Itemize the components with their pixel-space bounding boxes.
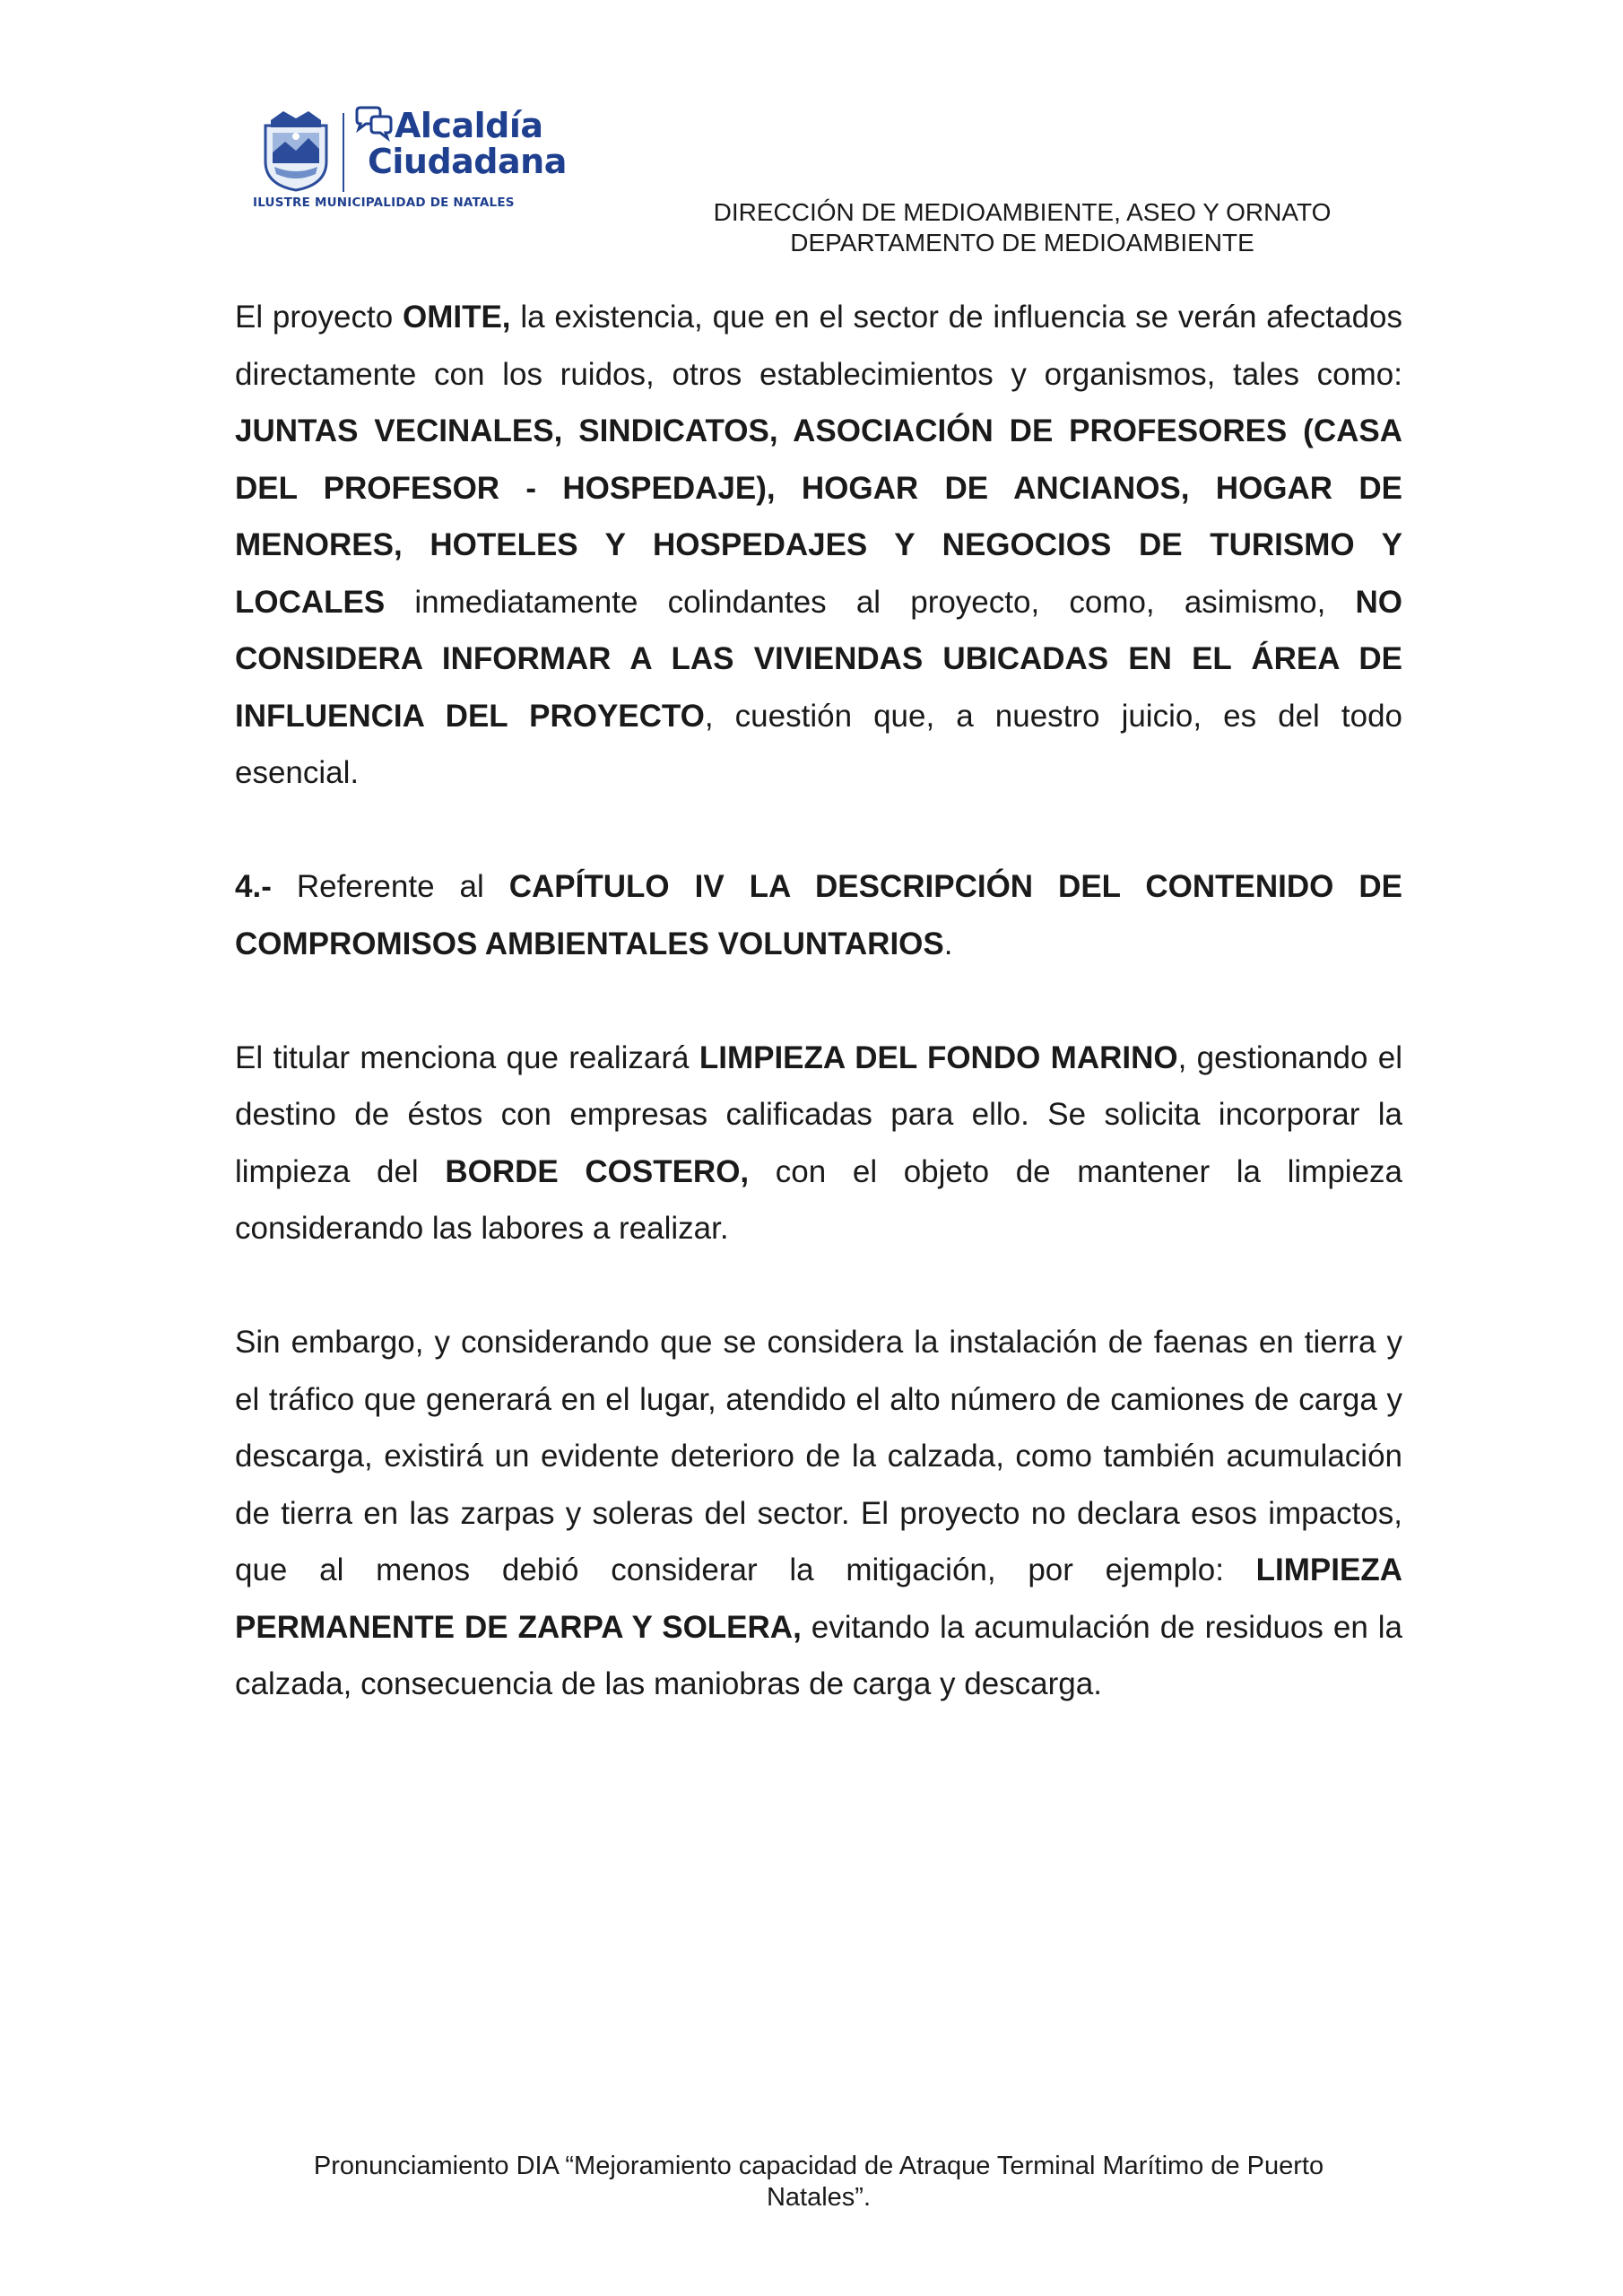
page-footer	[235, 2151, 1402, 2213]
bold-run: BORDE COSTERO,	[445, 1153, 750, 1189]
bold-run: LIMPIEZA PERMANENTE DE ZARPA Y SOLERA,	[235, 1552, 1402, 1645]
bold-run: CAPÍTULO IV LA DESCRIPCIÓN DEL CONTENIDO DE COMPROMISOS AMBIENTALES VOLUNTARIOS	[235, 869, 1402, 961]
department-line-1: DIRECCIÓN DE MEDIOAMBIENTE, ASEO Y ORNATO	[713, 198, 1332, 226]
paragraph-omite	[235, 289, 1402, 802]
footer-line-2: Natales”.	[766, 2183, 872, 2212]
municipal-seal-icon	[256, 109, 335, 192]
department-header	[628, 197, 1417, 258]
text-run: El proyecto	[235, 300, 403, 335]
footer-line-1: Pronunciamiento DIA “Mejoramiento capacidad de Atraque Terminal Marítimo de Puerto	[313, 2152, 1324, 2180]
text-run: .	[943, 926, 953, 961]
bold-run: NO CONSIDERA INFORMAR A LAS VIVIENDAS UBICADAS EN EL ÁREA DE INFLUENCIA DEL PROYECTO	[235, 584, 1402, 734]
text-run: Sin embargo, y considerando que se considera la instalación de faenas en tierra y el tráfico que generará en el lugar, atendido el alto número de camiones de carga y descarga, existirá un evidente deterioro de la calzada, como también acumulación de tierra en las zarpas y soleras del sector. El proyecto no declara esos impactos, que al menos debió considerar la mitigación, por ejemplo:	[235, 1325, 1402, 1587]
text-run: El titular menciona que realizará	[235, 1039, 699, 1075]
section-number: 4.-	[235, 869, 272, 904]
department-line-2: DEPARTAMENTO DE MEDIOAMBIENTE	[790, 229, 1254, 257]
bold-run: JUNTAS VECINALES, SINDICATOS, ASOCIACIÓN DE PROFESORES (CASA DEL PROFESOR - HOSPEDAJE), HOGAR DE ANCIANOS, HOGAR DE MENORES, HOTELES Y HOSPEDAJES Y NEGOCIOS DE TURISMO Y LOCALES	[235, 413, 1402, 620]
bold-run: LIMPIEZA DEL FONDO MARINO	[699, 1039, 1178, 1075]
text-run: , cuestión que, a nuestro juicio, es del todo esencial.	[235, 698, 1402, 790]
document-body	[235, 289, 1402, 1713]
text-run: , gestionando el destino de éstos con empresas calificadas para ello. Se solicita incorporar la limpieza del	[235, 1039, 1402, 1189]
paragraph-sin-embargo	[235, 1314, 1402, 1713]
logo-separator	[343, 113, 344, 192]
text-run: inmediatamente colindantes al proyecto, como, asimismo,	[385, 584, 1356, 620]
brand-wordmark	[353, 108, 567, 179]
logo-caption: ILUSTRE MUNICIPALIDAD DE NATALES	[253, 196, 515, 210]
brand-line-2: Ciudadana	[368, 142, 567, 181]
municipality-logo	[253, 106, 567, 213]
text-run: la existencia, que en el sector de influencia se verán afectados directamente con los ruidos, otros establecimientos y organismos, tales como:	[235, 300, 1403, 392]
paragraph-section-4	[235, 858, 1402, 972]
text-run: con el objeto de mantener la limpieza considerando las labores a realizar.	[235, 1153, 1402, 1246]
text-run: evitando la acumulación de residuos en la calzada, consecuencia de las maniobras de carga y descarga.	[235, 1609, 1402, 1701]
bold-run: OMITE,	[402, 300, 511, 335]
brand-line-1: Alcaldía	[395, 106, 543, 145]
text-run: Referente al	[271, 869, 509, 904]
paragraph-limpieza	[235, 1030, 1402, 1257]
